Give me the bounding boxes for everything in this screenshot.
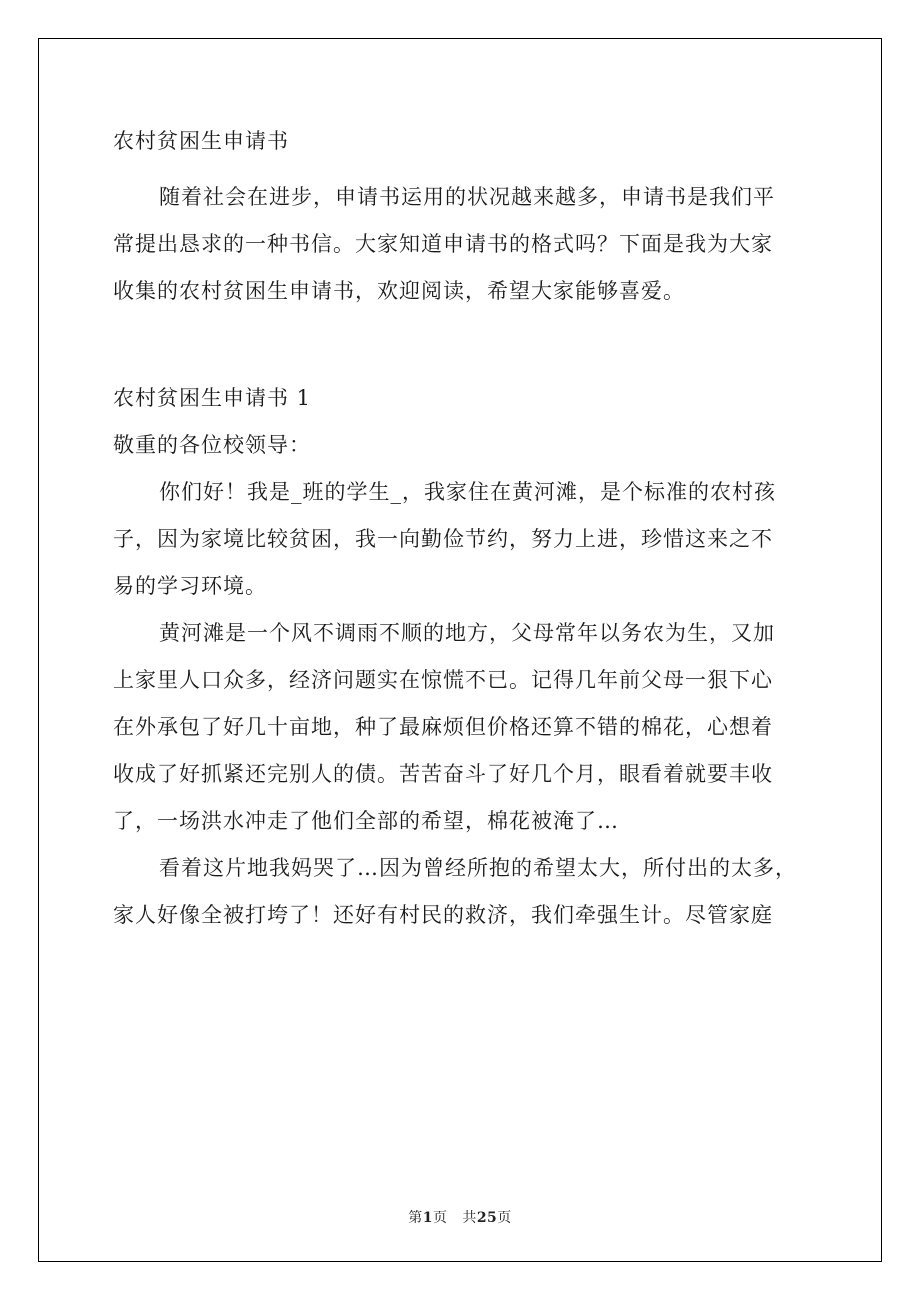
- total-prefix: 共: [462, 1210, 477, 1226]
- page-footer: [0, 1207, 920, 1227]
- section-title: 农村贫困生申请书 1: [113, 386, 312, 410]
- paragraph-line: 收成了好抓紧还完别人的债。苦苦奋斗了好几个月，眼看着就要丰收: [113, 762, 773, 786]
- intro-line: 常提出恳求的一种书信。大家知道申请书的格式吗？下面是我为大家: [113, 232, 773, 256]
- page-prefix: 第: [408, 1210, 423, 1226]
- intro-line: 收集的农村贫困生申请书，欢迎阅读，希望大家能够喜爱。: [113, 279, 685, 303]
- intro-paragraph-cont: [113, 221, 813, 315]
- paragraph-line: 子，因为家境比较贫困，我一向勤俭节约，努力上进，珍惜这来之不: [113, 527, 773, 551]
- total-suffix: 页: [497, 1210, 512, 1226]
- paragraph-1-cont: [113, 516, 813, 610]
- paragraph-3: [113, 845, 813, 892]
- paragraph-line: 看着这片地我妈哭了…因为曾经所抱的希望太大，所付出的太多，: [159, 856, 797, 880]
- intro-paragraph: [113, 174, 813, 221]
- salutation: 敬重的各位校领导：: [113, 433, 311, 457]
- paragraph-line: 了，一场洪水冲走了他们全部的希望，棉花被淹了…: [113, 809, 619, 833]
- paragraph-line: 易的学习环境。: [113, 574, 267, 598]
- paragraph-line: 黄河滩是一个风不调雨不顺的地方，父母常年以务农为生，又加: [159, 621, 775, 645]
- total-pages: 25: [476, 1210, 498, 1226]
- paragraph-2: [113, 610, 813, 657]
- page-number: 1: [422, 1210, 433, 1226]
- paragraph-line: 在外承包了好几十亩地，种了最麻烦但价格还算不错的棉花，心想着: [113, 715, 773, 739]
- document-body: [113, 118, 813, 939]
- document-title: 农村贫困生申请书: [113, 129, 289, 153]
- paragraph-line: 家人好像全被打垮了！还好有村民的救济，我们牵强生计。尽管家庭: [113, 903, 773, 927]
- paragraph-line: 上家里人口众多，经济问题实在惊慌不已。记得几年前父母一狠下心: [113, 668, 773, 692]
- page-suffix: 页: [432, 1210, 448, 1226]
- intro-line: 随着社会在进步，申请书运用的状况越来越多，申请书是我们平: [159, 185, 775, 209]
- paragraph-line: 你们好！我是_班的学生_，我家住在黄河滩，是个标准的农村孩: [159, 480, 776, 504]
- paragraph-1: [113, 469, 813, 516]
- paragraph-2-cont: [113, 657, 813, 845]
- paragraph-3-cont: [113, 892, 813, 939]
